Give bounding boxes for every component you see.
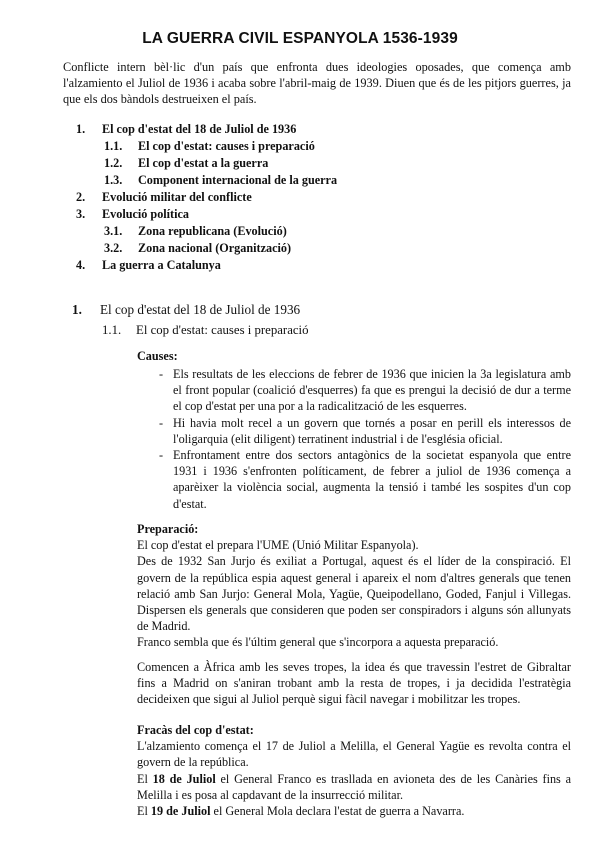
toc-number: 1. xyxy=(76,122,86,136)
date-emphasis: 18 de Juliol xyxy=(152,771,216,786)
text-run: El xyxy=(137,771,153,786)
paragraph: L'alzamiento comença el 17 de Juliol a Melilla, el General Yagüe es revolta contra el govern de la república. xyxy=(137,739,571,770)
section-number: 1. xyxy=(72,302,82,317)
list-item xyxy=(137,447,571,512)
list-item xyxy=(137,366,571,415)
document-title: LA GUERRA CIVIL ESPANYOLA 1536-1939 xyxy=(142,30,458,47)
intro-paragraph: Conflicte intern bèl·lic d'un país que enfronta dues ideologies oposades, que comença amb l'alzamiento el Juliol de 1936 i acaba sobre l'abril-maig de 1939. Diuen que és de les pitjors guerres, ja que els dos bàndols destrueixen el país. xyxy=(63,60,571,106)
toc-number: 1.1. xyxy=(104,139,123,153)
causes-heading xyxy=(137,348,571,364)
list-item xyxy=(137,415,571,447)
list-item-text: Hi havia molt recel a un govern que tornés a posar en perill els interessos de l'oligarquia (elit diligent) terratinent industrial i de l'església oficial. xyxy=(173,415,571,446)
toc-number: 4. xyxy=(76,258,86,272)
text-run: el General Franco es trasllada en avioneta des de les Canàries fins a Melilla i es posa al capdavant de la insurrecció militar. xyxy=(137,771,571,802)
toc-number: 3.1. xyxy=(104,224,123,238)
toc-label: El cop d'estat: causes i preparació xyxy=(138,139,315,153)
toc-label: Zona nacional (Organització) xyxy=(138,241,292,255)
list-item-text: Els resultats de les eleccions de febrer de 1936 que inicien la 3a legislatura amb el front popular (coalició d'esquerres) fa que es prengui la decisió de dur a terme el cop d'estat per una por a la radicalització de les esquerres. xyxy=(173,367,571,414)
toc-number: 3.2. xyxy=(104,241,123,255)
toc-number: 1.3. xyxy=(104,173,123,187)
toc-label: Evolució militar del conflicte xyxy=(102,190,252,204)
list-item-text: Enfrontament entre dos sectors antagònics de la societat espanyola que entre 1931 i 1936 s'enfronten políticament, de febrer a juliol de 1936 comença a aparèixer la violència social, augmenta la tensió i també les sospites d'un cop d'estat. xyxy=(173,448,571,511)
bullet-dash: - xyxy=(159,415,164,430)
section-number: 1.1. xyxy=(102,323,122,337)
bullet-dash: - xyxy=(159,448,164,463)
paragraph xyxy=(137,771,571,803)
paragraph: Des de 1932 San Jurjo és exiliat a Portugal, aquest és el líder de la conspiració. El govern de la república espia aquest general i apareix el nom d'altres generals que tenen relació amb San Jurjo: General Mola, Yagüe, Queipodellano, Goded, Fanjul i Villegas. Dispersen els generals que consideren que poden ser conspiradors i alguns són allunyats de Madrid. xyxy=(137,554,571,634)
causes-heading-text: Causes: xyxy=(137,349,178,363)
bullet-dash: - xyxy=(159,367,164,381)
paragraph: El cop d'estat el prepara l'UME (Unió Militar Espanyola). xyxy=(137,538,419,553)
toc-label: Component internacional de la guerra xyxy=(138,173,338,187)
causes-list xyxy=(137,366,571,512)
preparacio-heading: Preparació: xyxy=(137,522,199,536)
preparacio-section xyxy=(137,521,571,707)
fracas-section xyxy=(137,722,571,819)
text-run: El xyxy=(137,804,151,819)
paragraph: Comencen a Àfrica amb les seves tropes, la idea és que travessin l'estret de Gibraltar fins a Madrid on s'aniran trobant amb la resta de tropes, i ja decidida l'estratègia decideixen que sigui al Juliol perquè sigui fàcil navegar i mobilitzar les tropes. xyxy=(137,659,571,707)
section-title: El cop d'estat del 18 de Juliol de 1936 xyxy=(100,302,301,317)
toc-number: 1.2. xyxy=(104,156,123,170)
toc-number: 3. xyxy=(76,207,86,221)
fracas-heading: Fracàs del cop d'estat: xyxy=(137,723,254,737)
date-emphasis: 19 de Juliol xyxy=(150,804,211,819)
section-title: El cop d'estat: causes i preparació xyxy=(136,323,309,337)
paragraph xyxy=(137,803,571,819)
paragraph: Franco sembla que és l'últim general que s'incorpora a aquesta preparació. xyxy=(137,635,499,650)
toc-number: 2. xyxy=(76,190,86,204)
toc-label: El cop d'estat del 18 de Juliol de 1936 xyxy=(102,122,297,136)
toc-label: Evolució política xyxy=(102,207,190,221)
toc-label: El cop d'estat a la guerra xyxy=(138,156,269,170)
toc-label: Zona republicana (Evolució) xyxy=(138,224,287,238)
text-run: el General Mola declara l'estat de guerra a Navarra. xyxy=(210,804,465,819)
toc-label: La guerra a Catalunya xyxy=(102,258,221,272)
